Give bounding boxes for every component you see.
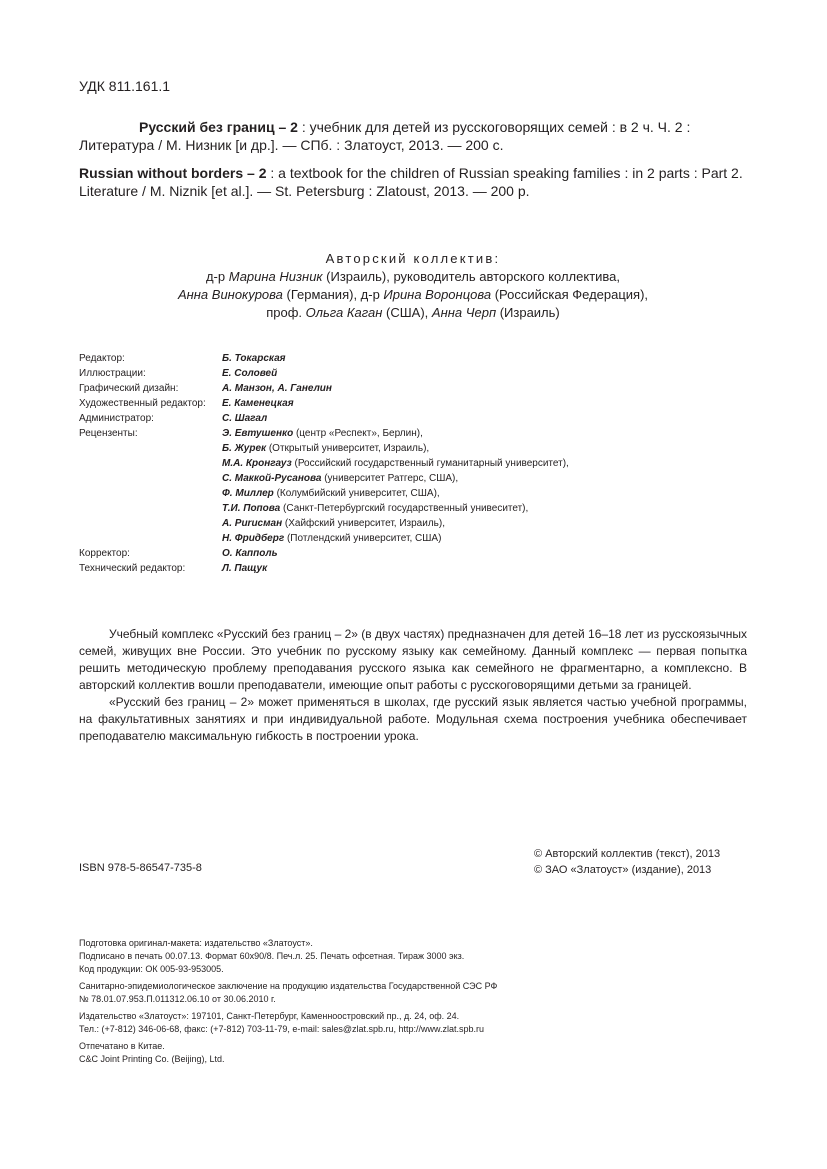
credit-names [222,546,569,561]
credit-affiliation: (Российский государственный гуманитарный университет), [291,458,569,469]
credit-row [79,396,569,411]
credit-person: Б. Токарская [222,353,286,364]
credit-person: Е. Соловей [222,368,278,379]
text: (Израиль) [496,305,560,320]
copyright-line: © Авторский коллектив (текст), 2013 [534,848,721,860]
author-name: Ольга Каган [305,305,383,320]
author-name: Марина Низник [228,269,323,284]
credit-names [222,561,569,576]
imprint-line: Издательство «Златоуст»: 197101, Санкт-Петербург, Каменноостровский пр., д. 24, оф. 24. [79,1011,460,1021]
imprint-group [79,980,497,1006]
credit-names [222,516,569,531]
credit-role [79,501,222,516]
imprint-block [79,937,497,1070]
credit-affiliation: (университет Ратгерс, США), [321,473,459,484]
imprint-line: Подготовка оригинал-макета: издательство «Златоуст». [79,938,313,948]
credit-row [79,486,569,501]
credit-person: М.А. Кронгауз [222,458,292,469]
credit-role [79,516,222,531]
credit-role: Рецензенты: [79,428,138,439]
credit-role [79,531,222,546]
credit-row [79,441,569,456]
authors-heading: Авторский коллектив: [325,251,501,266]
credit-person: Н. Фридберг [222,533,285,544]
imprint-line: № 78.01.07.953.П.011312.06.10 от 30.06.2010 г. [79,994,276,1004]
bibliography-ru-details: : учебник для детей из русскоговорящих семей : в 2 ч. Ч. 2 : Литература / М. Низник [и др.]. — СПб. : Златоуст, 2013. — 200 с. [79,119,691,153]
imprint-line: Тел.: (+7-812) 346-06-68, факс: (+7-812) 703-11-79, e-mail: sales@zlat.spb.ru, http://www.zlat.spb.ru [79,1024,485,1034]
credit-row [79,471,569,486]
bibliography-en [79,164,747,200]
isbn: ISBN 978-5-86547-735-8 [79,862,202,874]
credit-affiliation: (центр «Респект», Берлин), [293,428,423,439]
credit-role [79,441,222,456]
credit-person: О. Капполь [222,548,278,559]
credit-names [222,396,569,411]
credit-role: Администратор: [79,413,154,424]
credit-role: Иллюстрации: [79,368,146,379]
credit-affiliation: (Открытый университет, Израиль), [266,443,430,454]
credit-names [222,411,569,426]
credit-row [79,411,569,426]
credit-person: А. Purисман [222,518,283,529]
authors-line-1 [79,268,747,286]
credit-person: С. Маккой-Русанова [222,473,322,484]
credit-affiliation: (Санкт-Петербургский государственный унивеситет), [280,503,529,514]
annotation-paragraph-2: «Русский без границ – 2» может применяться в школах, где русский язык является частью учебной программы, на факультативных занятиях и при индивидуальной работе. Модульная схема построения учебника обеспечивает преподавателю максимальную гибкость в построении урока. [79,695,747,743]
book-title-en: Russian without borders – 2 [79,165,267,181]
authors-line-2 [79,286,747,304]
authors-line-3 [79,304,747,322]
credit-role: Технический редактор: [79,563,186,574]
credit-affiliation: (Потлендский университет, США) [284,533,442,544]
annotation [79,626,747,745]
author-name: Анна Черп [431,305,497,320]
credit-person: Т.И. Попова [222,503,281,514]
credit-role [79,456,222,471]
text: (Израиль), руководитель авторского коллектива, [322,269,621,284]
credit-row [79,501,569,516]
credit-row [79,561,569,576]
imprint-group [79,937,497,976]
credit-person: Е. Каменецкая [222,398,294,409]
text: (Германия), д-р [282,287,384,302]
credit-row [79,366,569,381]
credit-affiliation: (Хайфский университет, Израиль), [282,518,445,529]
credit-row [79,516,569,531]
credit-names [222,486,569,501]
credit-person: Э. Евтушенко [222,428,294,439]
text: д-р [205,269,229,284]
credit-affiliation: (Колумбийский университет, США), [273,488,440,499]
credit-role: Художественный редактор: [79,398,206,409]
credit-row [79,546,569,561]
credit-role: Графический дизайн: [79,383,179,394]
credit-person: Л. Пащук [222,563,268,574]
imprint-group [79,1040,497,1066]
credit-names [222,471,569,486]
book-title-ru: Русский без границ – 2 [139,119,298,135]
annotation-paragraph-1: Учебный комплекс «Русский без границ – 2» (в двух частях) предназначен для детей 16–18 лет из русскоязычных семей, живущих вне России. Это учебник по русскому языку как семейному. Данный комплекс — первая попытка решить методическую проблему преподавания русского языка как семейного не фрагментарно, а комплексно. В авторский коллектив вошли преподаватели, имеющие опыт работы с русскоговорящими детьми за границей. [79,627,747,692]
credit-role [79,486,222,501]
copyright-line: © ЗАО «Златоуст» (издание), 2013 [534,864,712,876]
credit-person: А. Манзон, А. Ганелин [222,383,332,394]
credit-row [79,426,569,441]
credit-role: Корректор: [79,548,130,559]
credit-names [222,426,569,441]
credit-person: Б. Журек [222,443,267,454]
credit-row [79,381,569,396]
udk-code: УДК 811.161.1 [79,78,171,94]
bibliography-en-details: : a textbook for the children of Russian speaking families : in 2 parts : Part 2. Literature / M. Niznik [et al.]. — St. Petersburg : Zlatoust, 2013. — 200 p. [79,165,743,199]
credit-names [222,441,569,456]
credit-names [222,351,569,366]
text: проф. [266,305,306,320]
bibliography-ru [79,118,747,154]
text: (США), [382,305,432,320]
credit-role: Редактор: [79,353,125,364]
imprint-line: Санитарно-эпидемиологическое заключение на продукцию издательства Государственной СЭС РФ [79,981,498,991]
author-name: Анна Винокурова [177,287,283,302]
credit-names [222,501,569,516]
credit-row [79,531,569,546]
authors-block [79,250,747,322]
credit-person: С. Шагал [222,413,268,424]
credit-names [222,456,569,471]
author-name: Ирина Воронцова [383,287,492,302]
credit-names [222,366,569,381]
imprint-line: Подписано в печать 00.07.13. Формат 60х90/8. Печ.л. 25. Печать офсетная. Тираж 3000 экз. [79,951,465,961]
imprint-line: Отпечатано в Китае. [79,1041,165,1051]
imprint-group [79,1010,497,1036]
copyright-block [534,846,720,878]
credits-list [79,351,569,576]
credit-row [79,456,569,471]
credit-names [222,381,569,396]
imprint-line: Код продукции: ОК 005-93-953005. [79,964,224,974]
text: (Российская Федерация), [491,287,649,302]
imprint-line: C&C Joint Printing Co. (Beijing), Ltd. [79,1054,225,1064]
credit-row [79,351,569,366]
credit-role [79,471,222,486]
credit-names [222,531,569,546]
credit-person: Ф. Миллер [222,488,274,499]
